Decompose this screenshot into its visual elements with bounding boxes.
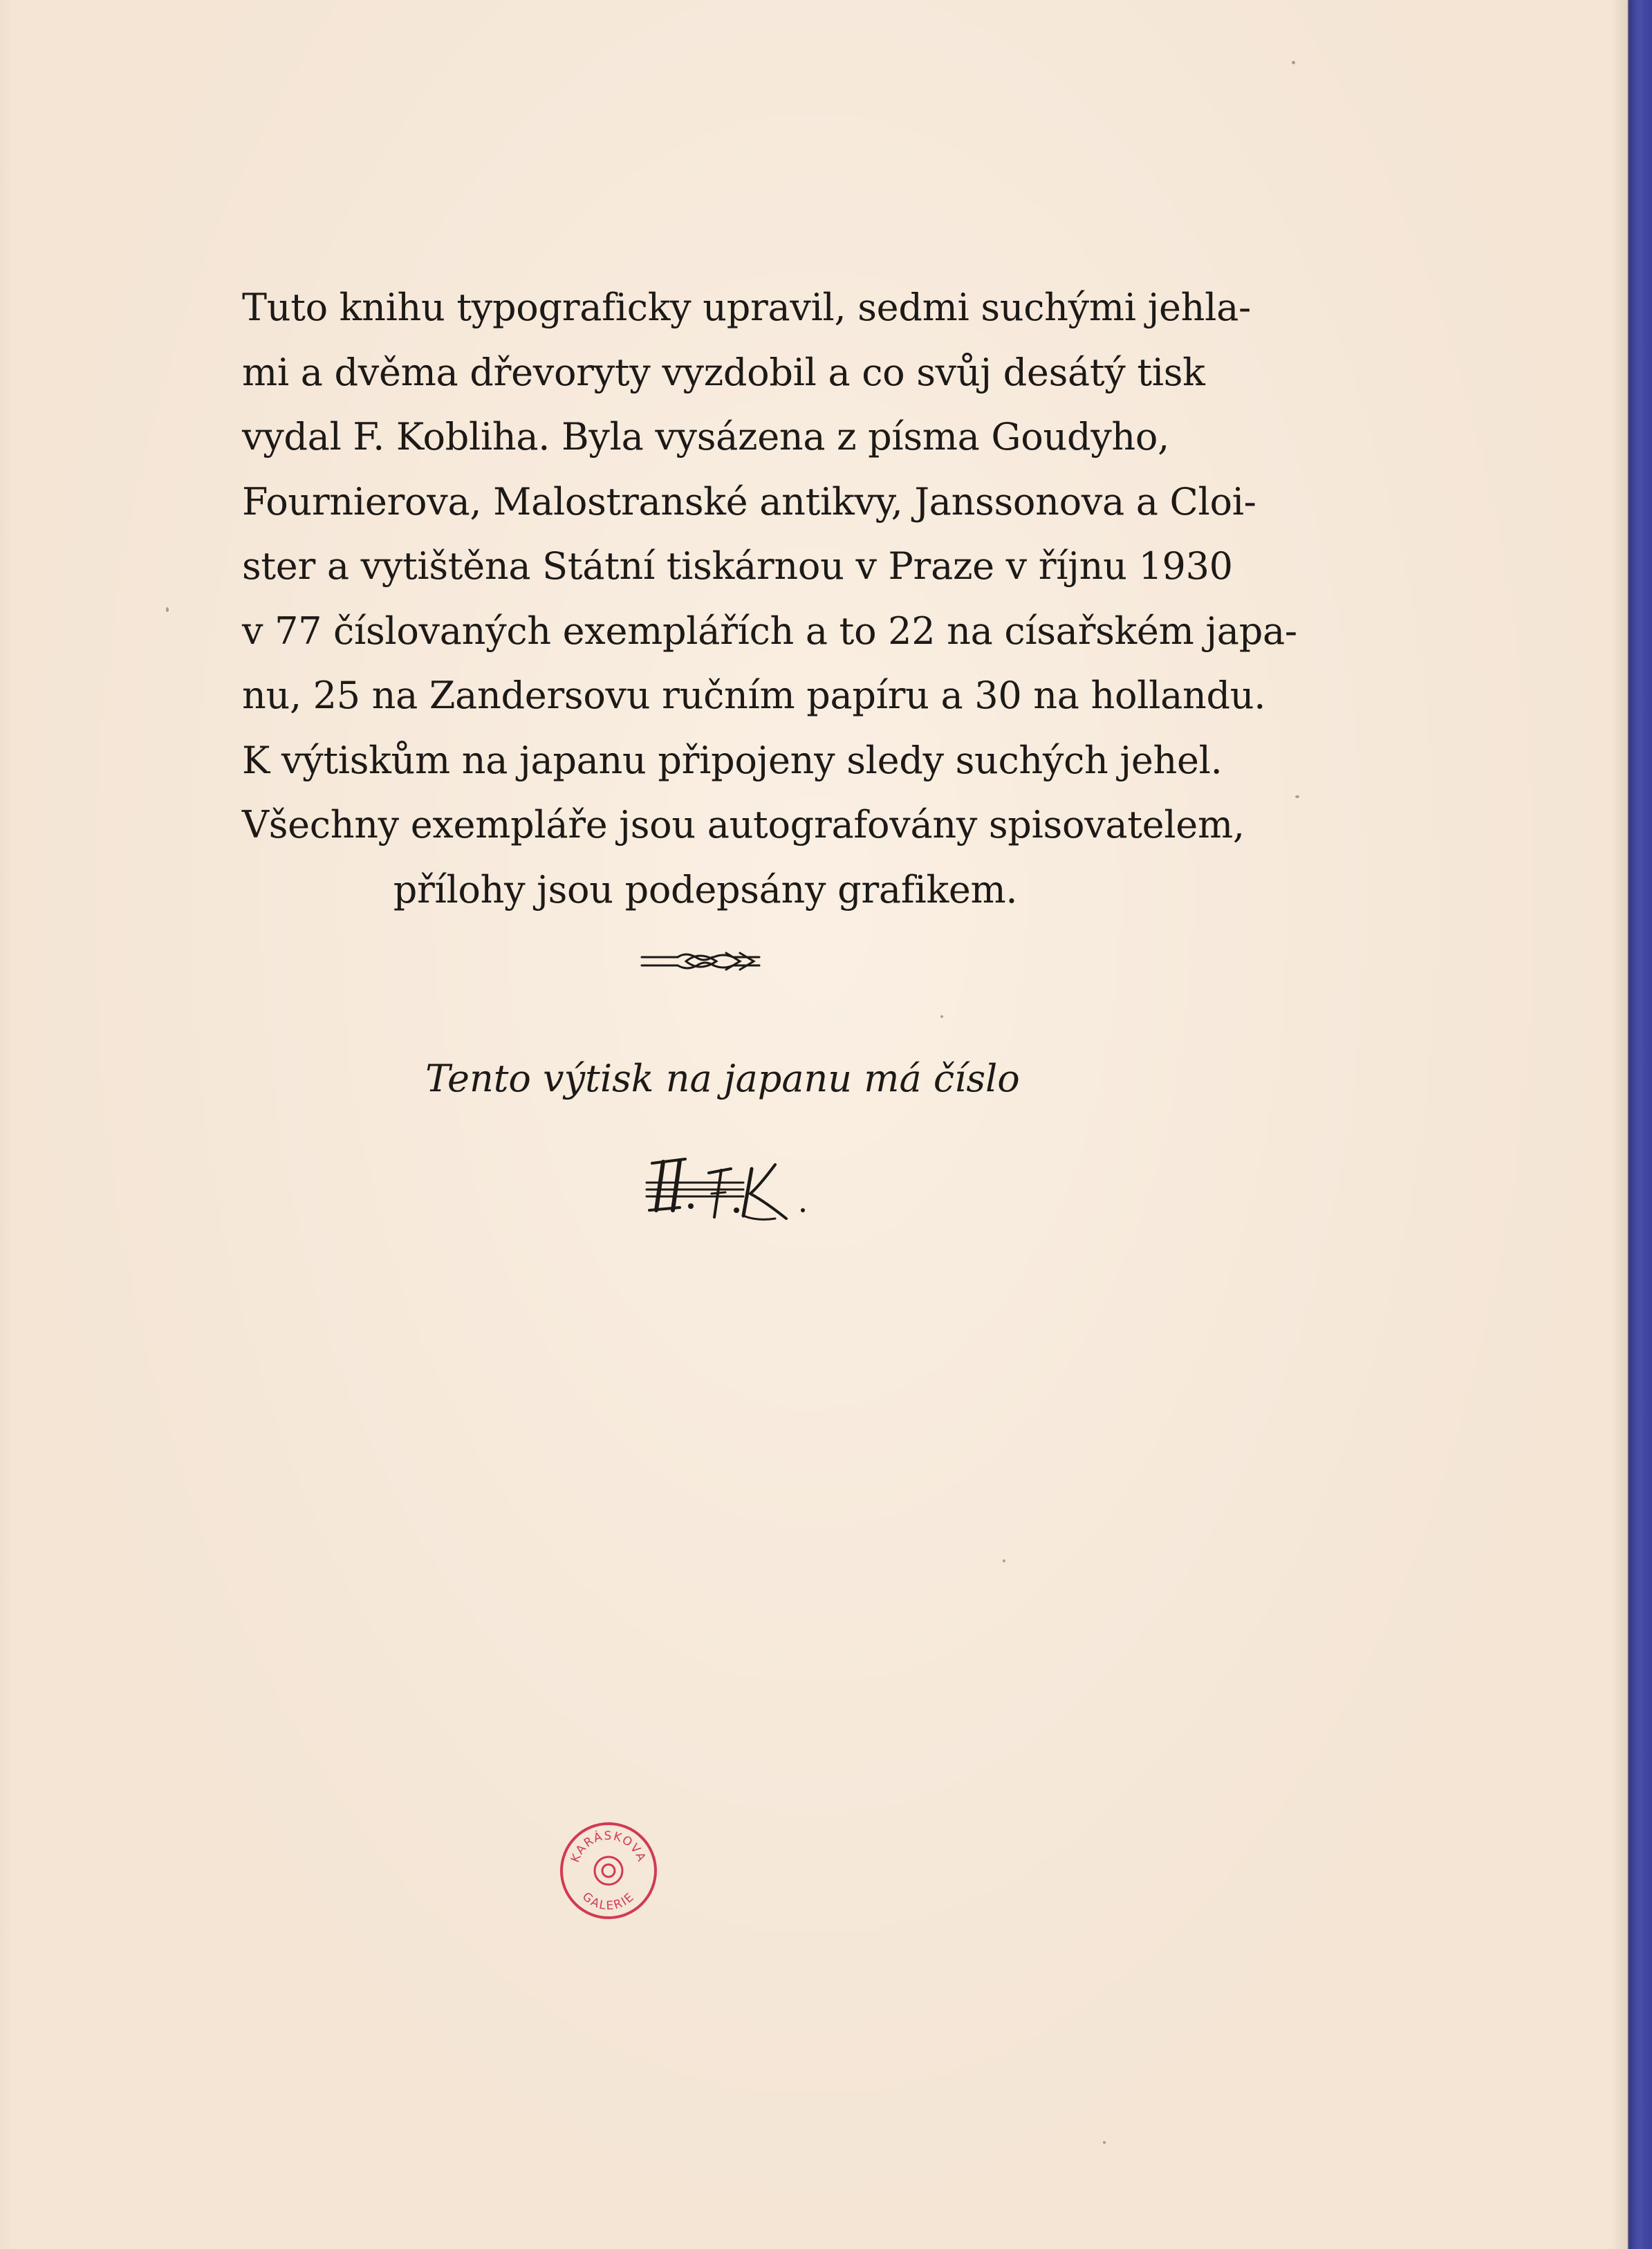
printers-ornament-icon: [636, 947, 764, 975]
paper-speck: [1103, 2141, 1106, 2144]
svg-text:GALERIE: GALERIE: [579, 1889, 638, 1914]
colophon-paragraph: [242, 275, 1297, 922]
colophon-line: Tuto knihu typograficky upravil, sedmi suchými jehla-: [242, 286, 1251, 329]
colophon-line: přílohy jsou podepsány grafikem.: [393, 867, 1018, 911]
colophon-line: Fournierova, Malostranské antikvy, Janssonova a Cloi-: [242, 479, 1256, 524]
colophon-line: Všechny exempláře jsou autografovány spisovatelem,: [242, 803, 1245, 846]
paper-speck: [940, 1015, 943, 1018]
colophon-line: nu, 25 na Zandersovu ručním papíru a 30 na hollandu.: [242, 674, 1266, 717]
paper-speck: [1292, 61, 1295, 64]
colophon-line: vydal F. Kobliha. Byla vysázena z písma Goudyho,: [242, 415, 1169, 459]
gallery-stamp-icon: [557, 1819, 660, 1923]
handwritten-copy-number: [640, 1141, 813, 1224]
copy-number-label: Tento výtisk na japanu má číslo: [425, 1057, 1020, 1100]
colophon-line: K výtiskům na japanu připojeny sledy suchých jehel.: [242, 738, 1223, 782]
paper-edge-shadow: [1611, 0, 1629, 2249]
paper-speck: [166, 607, 169, 612]
colophon-line: ster a vytištěna Státní tiskárnou v Praze v říjnu 1930: [242, 544, 1233, 588]
svg-text:KARÁSKOVA: KARÁSKOVA: [568, 1829, 649, 1865]
colophon-line: mi a dvěma dřevoryty vyzdobil a co svůj desátý tisk: [242, 350, 1205, 394]
paper-speck: [1003, 1560, 1005, 1562]
paper-speck: [1295, 795, 1299, 798]
colophon-line: v 77 číslovaných exemplářích a to 22 na císařském japa-: [242, 609, 1297, 653]
